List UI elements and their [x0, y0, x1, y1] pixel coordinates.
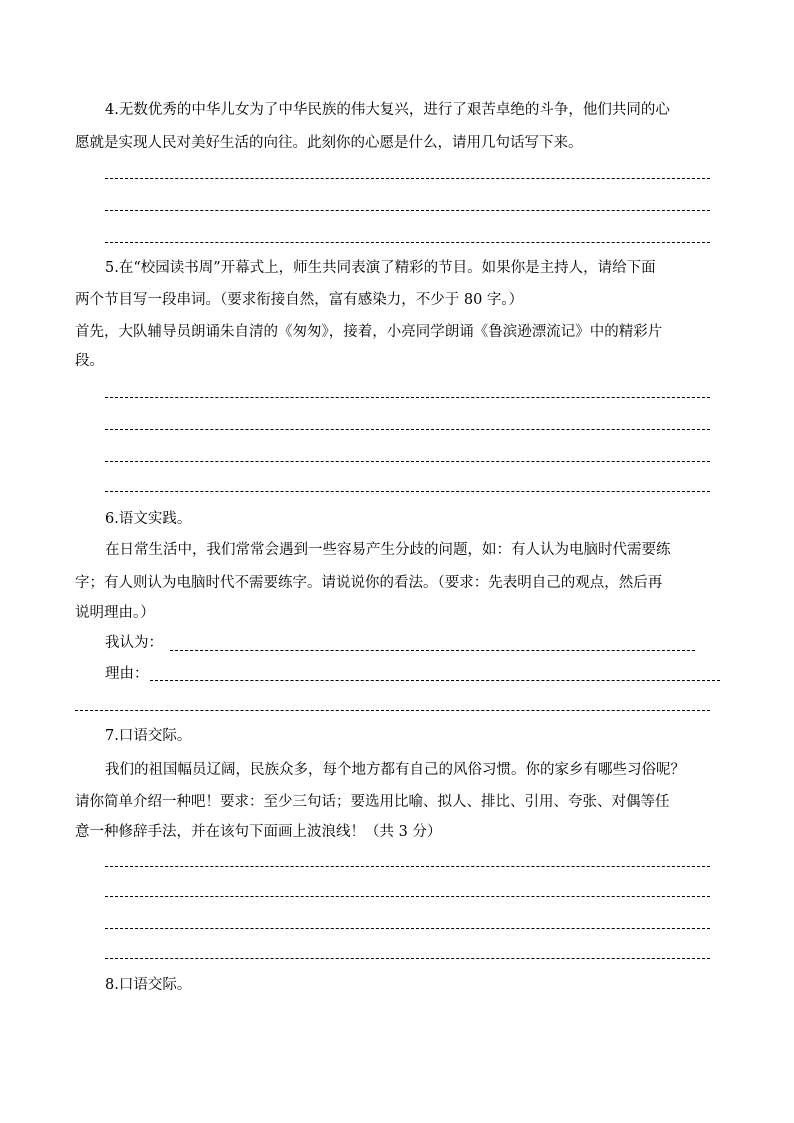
answer-blank[interactable]	[105, 242, 710, 243]
q7-line-1: 我们的祖国幅员辽阔，民族众多，每个地方都有自己的风俗习惯。你的家乡有哪些习俗呢？	[105, 762, 685, 778]
q7-title: 7.口语交际。	[105, 728, 192, 744]
reason-blank[interactable]	[150, 680, 720, 681]
answer-blank[interactable]	[105, 928, 710, 929]
q5-line-3: 首先，大队辅导员朗诵朱自清的《匆匆》，接着，小亮同学朗诵《鲁滨逊漂流记》中的精彩片	[75, 324, 663, 340]
answer-blank[interactable]	[105, 178, 710, 179]
q5-line-4: 段。	[75, 353, 104, 369]
q6-title: 6.语文实践。	[105, 511, 192, 527]
q8-title: 8.口语交际。	[105, 977, 192, 993]
q6-line-1: 在日常生活中，我们常常会遇到一些容易产生分歧的问题，如：有人认为电脑时代需要练	[105, 542, 671, 558]
q7-line-2: 请你简单介绍一种吧！要求：至少三句话；要选用比喻、拟人、排比、引用、夸张、对偶等任	[75, 794, 670, 810]
answer-blank[interactable]	[105, 958, 710, 959]
reason-blank-continued[interactable]	[75, 710, 710, 711]
q6-line-3: 说明理由。）	[75, 605, 155, 621]
q7-line-3: 意一种修辞手法，并在该句下面画上波浪线！（共 3 分）	[75, 824, 442, 840]
q6-line-2: 字；有人则认为电脑时代不需要练字。请说说你的看法。（要求：先表明自己的观点，然后再	[75, 575, 663, 591]
answer-blank[interactable]	[105, 397, 710, 398]
q4-line-1: 4.无数优秀的中华儿女为了中华民族的伟大复兴，进行了艰苦卓绝的斗争，他们共同的心	[105, 102, 670, 118]
q4-line-2: 愿就是实现人民对美好生活的向往。此刻你的心愿是什么，请用几句话写下来。	[75, 135, 583, 151]
opinion-blank[interactable]	[170, 650, 695, 651]
answer-blank[interactable]	[105, 866, 710, 867]
q5-line-1: 5.在“校园读书周”开幕式上，师生共同表演了精彩的节目。如果你是主持人，请给下面	[105, 260, 656, 276]
q5-line-2: 两个节目写一段串词。（要求衔接自然，富有感染力，不少于 80 字。）	[75, 292, 524, 308]
answer-blank[interactable]	[105, 491, 710, 492]
answer-blank[interactable]	[105, 461, 710, 462]
answer-blank[interactable]	[105, 210, 710, 211]
q6-reason-label: 理由：	[105, 666, 149, 682]
answer-blank[interactable]	[105, 429, 710, 430]
answer-blank[interactable]	[105, 896, 710, 897]
q6-opinion-label: 我认为：	[105, 635, 163, 651]
